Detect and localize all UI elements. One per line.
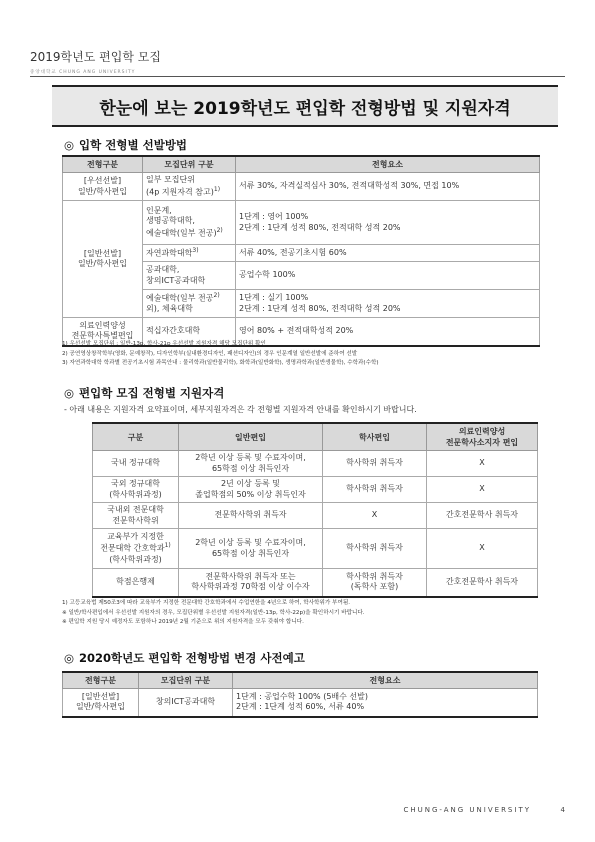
table-cell: 학사학위 취득자 — [323, 451, 427, 477]
bullet-icon: ◎ — [64, 138, 75, 152]
qualification-table — [92, 422, 538, 598]
footnote: ※ 일반/학사편입에서 우선선발 지원자의 경우, 모집단위별 우선선발 지원자격(일반-13p, 학사-22p)을 확인하시기 바랍니다. — [62, 609, 365, 616]
table-cell: [우선선발] 일반/학사편입 — [63, 173, 143, 201]
table-cell: [일반선발] 일반/학사편입 — [63, 201, 143, 318]
table-cell: 간호전문학사 취득자 — [427, 503, 538, 529]
table-cell: 1단계 : 영어 100% 2단계 : 1단계 성적 80%, 전적대학 성적 20% — [236, 201, 540, 245]
table-cell: 서류 30%, 자격실적심사 30%, 전적대학성적 30%, 면접 10% — [236, 173, 540, 201]
table-cell: 2년 이상 등록 및 졸업학점의 50% 이상 취득인자 — [179, 477, 323, 503]
col-header: 모집단위 구분 — [143, 156, 236, 173]
col-header: 모집단위 구분 — [139, 672, 233, 689]
table-cell: 간호전문학사 취득자 — [427, 569, 538, 597]
table-cell: X — [427, 477, 538, 503]
table-cell: 학사학위 취득자 — [323, 529, 427, 569]
page-banner: 한눈에 보는 2019학년도 편입학 전형방법 및 지원자격 — [52, 85, 558, 127]
page-header-subtitle: 중앙대학교 CHUNG ANG UNIVERSITY — [30, 70, 136, 75]
page-header-title: 2019학년도 편입학 모집 — [30, 50, 161, 64]
col-header: 전형구분 — [63, 156, 143, 173]
table-cell: 2학년 이상 등록 및 수료자이며, 65학점 이상 취득인자 — [179, 529, 323, 569]
col-header: 의료인력양성 전문학사소지자 편입 — [427, 423, 538, 451]
col-header: 학사편입 — [323, 423, 427, 451]
table-cell: 의료인력양성 전문학사특별편입 — [63, 318, 143, 346]
footnote: ※ 편입학 지원 당시 예정자도 포함하나 2019년 2월 기준으로 위의 지원자격을 모두 갖춰야 합니다. — [62, 619, 304, 625]
table-cell: 공과대학, 창의ICT공과대학 — [143, 262, 236, 290]
section2-footnotes — [62, 599, 365, 628]
footer-brand: CHUNG-ANG UNIVERSITY — [403, 806, 531, 814]
footnote: 3) 자연과학대학 학과별 전공기초시험 과목안내 : 물리학과(일반물리학), 화학과(일반화학), 생명과학과(일반생물학), 수학과(수학) — [62, 360, 379, 366]
table-cell: 국내외 전문대학 전문학사학위 — [93, 503, 179, 529]
table-cell: X — [427, 529, 538, 569]
table-cell: 자연과학대학$^{3)}$ — [143, 245, 236, 262]
table-cell: 학사학위 취득자 (독학사 포함) — [323, 569, 427, 597]
table-cell: 창의ICT공과대학 — [139, 689, 233, 717]
table-cell: 영어 80% + 전적대학성적 20% — [236, 318, 540, 346]
table-cell: X — [427, 451, 538, 477]
table-cell: 공업수학 100% — [236, 262, 540, 290]
table-cell: 적십자간호대학 — [143, 318, 236, 346]
table-cell: 일부 모집단위 (4p 지원자격 참고)$^{1)}$ — [143, 173, 236, 201]
table-cell: [일반선발] 일반/학사편입 — [63, 689, 139, 717]
section-title-2020-change: ◎ 2020학년도 편입학 전형방법 변경 사전예고 — [64, 651, 305, 665]
table-cell: 인문계, 생명공학대학, 예술대학(일부 전공)$^{2)}$ — [143, 201, 236, 245]
col-header: 구분 — [93, 423, 179, 451]
table-cell: X — [323, 503, 427, 529]
table-cell: 2학년 이상 등록 및 수료자이며, 65학점 이상 취득인자 — [179, 451, 323, 477]
table-cell: 학점은행제 — [93, 569, 179, 597]
table-cell: 전문학사학위 취득자 또는 학사학위과정 70학점 이상 이수자 — [179, 569, 323, 597]
table-cell: 서류 40%, 전공기초시험 60% — [236, 245, 540, 262]
col-header: 일반편입 — [179, 423, 323, 451]
header-rule — [30, 76, 565, 77]
footnote: 1) 우선선발 모집단위 : 일반-13p, 학사-21p 우선선발 지원자격 해당 모집단위 확인 — [62, 341, 266, 347]
bullet-icon: ◎ — [64, 651, 75, 665]
section-title-qualification: ◎ 편입학 모집 전형별 지원자격 — [64, 386, 225, 400]
col-header: 전형구분 — [63, 672, 139, 689]
table-cell: 국내 정규대학 — [93, 451, 179, 477]
table-cell: 교육부가 지정한 전문대학 간호학과$^{1)}$ (학사학위과정) — [93, 529, 179, 569]
section-title-selection: ◎ 입학 전형별 선발방법 — [64, 138, 188, 152]
change-notice-table — [62, 671, 538, 718]
table-cell: 전문학사학위 취득자 — [179, 503, 323, 529]
table-cell: 1단계 : 실기 100% 2단계 : 1단계 성적 80%, 전적대학 성적 20% — [236, 290, 540, 318]
section1-footnotes — [62, 340, 379, 369]
table-cell: 학사학위 취득자 — [323, 477, 427, 503]
selection-method-table — [62, 155, 540, 347]
bullet-icon: ◎ — [64, 386, 75, 400]
footnote: 1) 고등교육법 제50조3에 따라 교육부가 지정한 전문대학 간호학과에서 수업연한을 4년으로 하여, 학사학위가 부여됨. — [62, 600, 351, 606]
table-cell: 국외 정규대학 (학사학위과정) — [93, 477, 179, 503]
table-cell: 1단계 : 공업수학 100% (5배수 선발) 2단계 : 1단계 성적 60%, 서류 40% — [233, 689, 538, 717]
col-header: 전형요소 — [236, 156, 540, 173]
col-header: 전형요소 — [233, 672, 538, 689]
table-cell: 예술대학(일부 전공$^{2)}$ 외), 체육대학 — [143, 290, 236, 318]
qualification-note: - 아래 내용은 지원자격 요약표이며, 세부지원자격은 각 전형별 지원자격 안내를 확인하시기 바랍니다. — [64, 405, 417, 414]
page-number: 4 — [560, 806, 565, 814]
footnote: 2) 공연영상창작학부(영화, 문예창작), 디자인학부(실내환경디자인, 패션디자인)의 경우 인문계열 일반선발에 준하여 선발 — [62, 350, 358, 357]
